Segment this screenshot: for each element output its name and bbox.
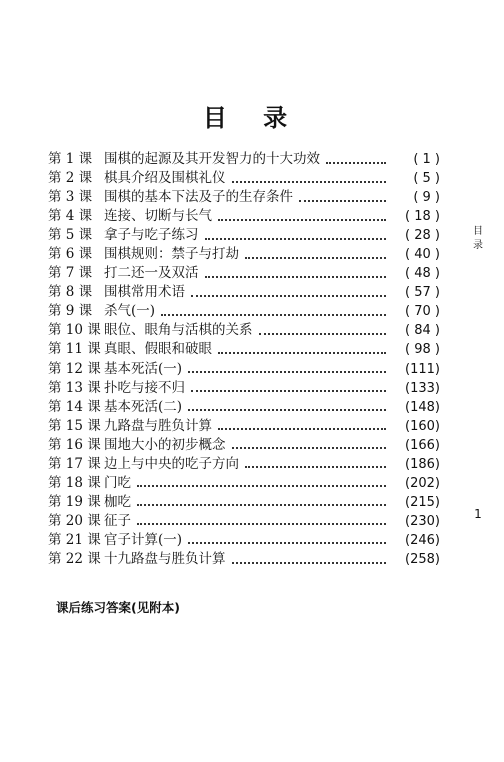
- dot-leader: [299, 200, 386, 202]
- dot-leader: [218, 352, 386, 354]
- toc-entry: [48, 283, 440, 302]
- lesson-title: 拿子与吃子练习: [104, 227, 199, 244]
- lesson-number: 第 16 课: [48, 436, 101, 453]
- lesson-page-number: ( 48 ): [405, 266, 440, 282]
- lesson-title: 真眼、假眼和破眼: [104, 341, 212, 358]
- toc-entry: [48, 360, 440, 379]
- toc-entry: [48, 321, 440, 340]
- lesson-page-number: (215): [405, 494, 440, 510]
- lesson-title: 基本死活(一): [104, 360, 183, 377]
- dot-leader: [326, 162, 386, 164]
- lesson-title: 门吃: [104, 474, 131, 491]
- dot-leader: [161, 314, 386, 316]
- toc-entry: [48, 398, 440, 417]
- lesson-title: 扑吃与接不归: [104, 379, 185, 396]
- lesson-title: 围棋常用术语: [104, 284, 185, 301]
- lesson-number: 第 6 课: [48, 246, 93, 263]
- lesson-title: 官子计算(一): [104, 531, 183, 548]
- dot-leader: [188, 371, 386, 373]
- dot-leader: [218, 219, 386, 221]
- lesson-number: 第 8 课: [48, 284, 93, 301]
- dot-leader: [232, 562, 387, 564]
- lesson-page-number: (148): [405, 399, 440, 415]
- page-title: 目 录: [202, 103, 302, 132]
- dot-leader: [137, 504, 386, 506]
- lesson-title: 十九路盘与胜负计算: [104, 550, 226, 567]
- answers-note: 课后练习答案(见附本): [56, 600, 180, 615]
- lesson-number: 第 22 课: [48, 550, 101, 567]
- lesson-number: 第 12 课: [48, 360, 101, 377]
- dot-leader: [259, 333, 387, 335]
- lesson-number: 第 9 课: [48, 303, 93, 320]
- lesson-number: 第 4 课: [48, 208, 93, 225]
- dot-leader: [232, 181, 387, 183]
- toc-entry: [48, 379, 440, 398]
- lesson-title: 围地大小的初步概念: [104, 436, 226, 453]
- toc-entry: [48, 436, 440, 455]
- dot-leader: [218, 428, 386, 430]
- lesson-page-number: ( 5 ): [413, 171, 440, 187]
- lesson-number: 第 2 课: [48, 170, 93, 187]
- toc-entry: [48, 150, 440, 169]
- lesson-page-number: ( 1 ): [413, 152, 440, 167]
- lesson-page-number: (202): [405, 475, 440, 491]
- lesson-number: 第 3 课: [48, 189, 93, 206]
- lesson-number: 第 11 课: [48, 341, 101, 358]
- lesson-page-number: (166): [405, 437, 440, 453]
- lesson-title: 连接、切断与长气: [104, 208, 212, 225]
- lesson-title: 九路盘与胜负计算: [104, 417, 212, 434]
- toc-entry: [48, 226, 440, 245]
- dot-leader: [245, 466, 386, 468]
- toc-entry: [48, 264, 440, 283]
- toc-entry: [48, 531, 440, 550]
- page-number: 1: [474, 507, 482, 521]
- dot-leader: [191, 295, 386, 297]
- lesson-title: 打二还一及双活: [104, 265, 199, 282]
- lesson-page-number: ( 18 ): [405, 209, 440, 225]
- toc-entry: [48, 493, 440, 512]
- lesson-number: 第 19 课: [48, 493, 101, 510]
- lesson-title: 基本死活(二): [104, 398, 183, 415]
- lesson-page-number: (160): [405, 418, 440, 434]
- toc-entry: [48, 169, 440, 188]
- lesson-title: 眼位、眼角与活棋的关系: [104, 322, 253, 339]
- toc-entry: [48, 550, 440, 569]
- lesson-page-number: ( 57 ): [405, 285, 440, 301]
- lesson-page-number: (246): [405, 532, 440, 548]
- dot-leader: [232, 447, 387, 449]
- side-running-head: 目 录: [473, 226, 483, 251]
- lesson-title: 杀气(一): [104, 303, 156, 320]
- lesson-number: 第 21 课: [48, 531, 101, 548]
- toc-entry: [48, 417, 440, 436]
- lesson-page-number: (133): [405, 380, 440, 396]
- toc-entry: [48, 188, 440, 207]
- lesson-title: 边上与中央的吃子方向: [104, 455, 239, 472]
- toc-entry: [48, 245, 440, 264]
- lesson-title: 围棋的基本下法及子的生存条件: [104, 189, 293, 206]
- lesson-page-number: (258): [405, 551, 440, 567]
- lesson-page-number: ( 70 ): [405, 304, 440, 320]
- dot-leader: [188, 409, 386, 411]
- lesson-number: 第 13 课: [48, 379, 101, 396]
- toc-entry: [48, 455, 440, 474]
- table-of-contents: [48, 150, 440, 569]
- dot-leader: [205, 276, 387, 278]
- dot-leader: [205, 238, 387, 240]
- lesson-number: 第 5 课: [48, 227, 93, 244]
- lesson-page-number: ( 28 ): [405, 228, 440, 244]
- lesson-page-number: (186): [405, 456, 440, 472]
- lesson-page-number: (111): [405, 361, 440, 377]
- lesson-number: 第 10 课: [48, 322, 101, 339]
- toc-entry: [48, 340, 440, 359]
- lesson-number: 第 15 课: [48, 417, 101, 434]
- toc-entry: [48, 512, 440, 531]
- dot-leader: [191, 390, 386, 392]
- dot-leader: [137, 485, 386, 487]
- lesson-title: 围棋规则：禁子与打劫: [104, 246, 239, 263]
- toc-entry: [48, 207, 440, 226]
- lesson-number: 第 14 课: [48, 398, 101, 415]
- dot-leader: [137, 523, 386, 525]
- lesson-number: 第 18 课: [48, 474, 101, 491]
- lesson-page-number: ( 84 ): [405, 323, 440, 339]
- lesson-number: 第 7 课: [48, 265, 93, 282]
- lesson-number: 第 1 课: [48, 151, 93, 167]
- lesson-number: 第 17 课: [48, 455, 101, 472]
- lesson-number: 第 20 课: [48, 512, 101, 529]
- toc-entry: [48, 474, 440, 493]
- lesson-page-number: ( 9 ): [413, 190, 440, 206]
- toc-entry: [48, 302, 440, 321]
- lesson-page-number: ( 40 ): [405, 247, 440, 263]
- lesson-title: 围棋的起源及其开发智力的十大功效: [104, 151, 320, 167]
- lesson-title: 棋具介绍及围棋礼仪: [104, 170, 226, 187]
- lesson-title: 枷吃: [104, 493, 131, 510]
- lesson-page-number: ( 98 ): [405, 342, 440, 358]
- dot-leader: [245, 257, 386, 259]
- dot-leader: [188, 542, 386, 544]
- lesson-title: 征子: [104, 512, 131, 529]
- lesson-page-number: (230): [405, 513, 440, 529]
